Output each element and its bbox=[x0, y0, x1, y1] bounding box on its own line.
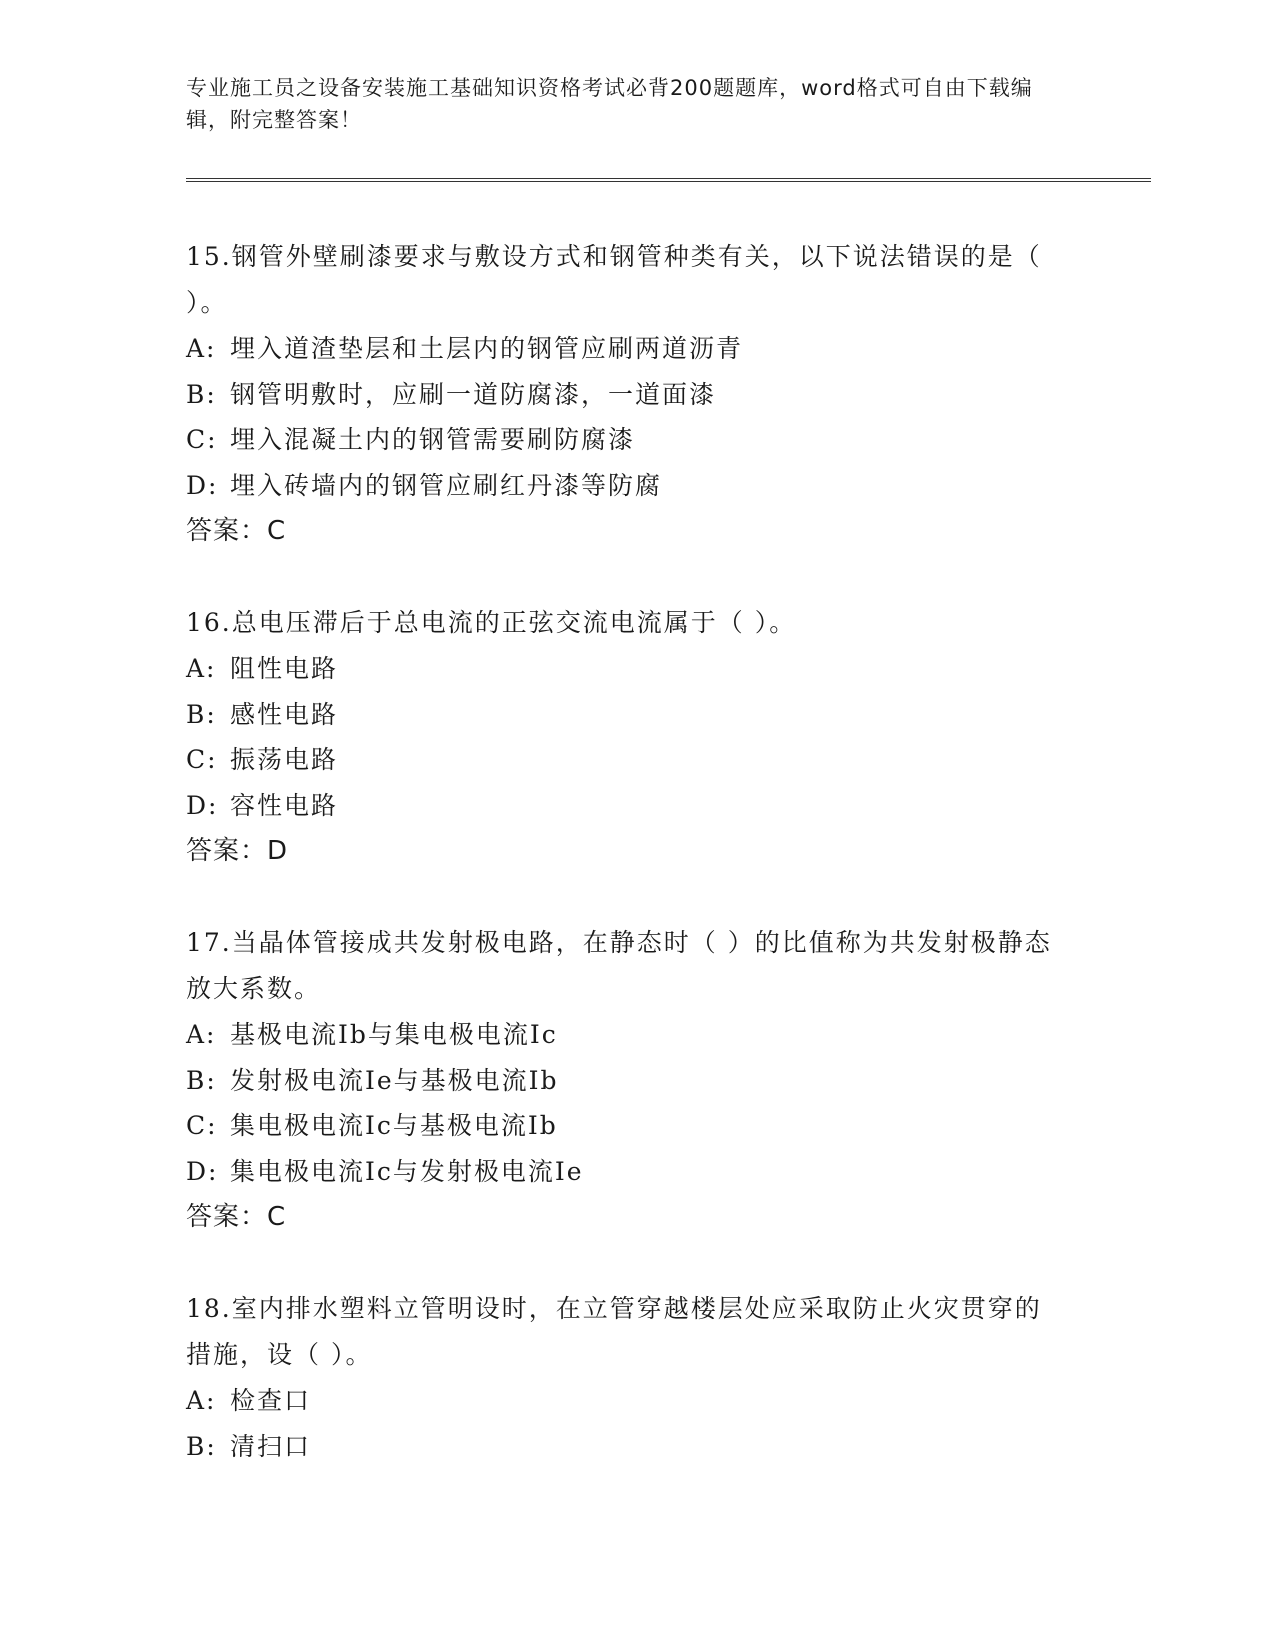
option-text: 阻性电路 bbox=[230, 654, 339, 683]
option-text: 清扫口 bbox=[230, 1431, 312, 1461]
option-b bbox=[186, 692, 1066, 738]
option-b bbox=[186, 1058, 1066, 1104]
option-letter: B: bbox=[186, 1065, 217, 1095]
option-c bbox=[186, 417, 1066, 463]
question-text: 15.钢管外壁刷漆要求与敷设方式和钢管种类有关，以下说法错误的是（ ）。 bbox=[186, 242, 1042, 317]
answer-label: 答案：C bbox=[186, 516, 287, 546]
question-16 bbox=[186, 600, 1066, 874]
option-a bbox=[186, 1378, 1066, 1424]
option-text: 检查口 bbox=[230, 1386, 312, 1415]
question-text: 17.当晶体管接成共发射极电路，在静态时（ ）的比值称为共发射极静态放大系数。 bbox=[186, 928, 1052, 1003]
option-letter: A: bbox=[186, 654, 217, 683]
option-letter: C: bbox=[186, 745, 218, 774]
option-letter: A: bbox=[186, 1020, 217, 1049]
option-b bbox=[186, 1424, 1066, 1470]
header-divider bbox=[186, 178, 1151, 182]
option-letter: D: bbox=[186, 790, 219, 820]
option-text: 集电极电流Ic与基极电流Ib bbox=[230, 1111, 558, 1140]
option-text: 感性电路 bbox=[230, 699, 339, 729]
question-18 bbox=[186, 1286, 1066, 1469]
option-text: 钢管明敷时，应刷一道防腐漆，一道面漆 bbox=[230, 379, 717, 409]
option-a bbox=[186, 326, 1066, 372]
option-text: 埋入混凝土内的钢管需要刷防腐漆 bbox=[230, 425, 636, 454]
option-c bbox=[186, 737, 1066, 783]
option-a bbox=[186, 1012, 1066, 1058]
option-letter: C: bbox=[186, 1111, 218, 1140]
answer-label: 答案：D bbox=[186, 836, 289, 866]
question-15 bbox=[186, 234, 1066, 554]
option-letter: B: bbox=[186, 699, 217, 729]
option-a bbox=[186, 646, 1066, 692]
answer-label: 答案：C bbox=[186, 1202, 287, 1232]
option-letter: D: bbox=[186, 470, 219, 500]
option-text: 容性电路 bbox=[230, 790, 339, 820]
document-header: 专业施工员之设备安装施工基础知识资格考试必背200题题库，word格式可自由下载编辑，附完整答案！ bbox=[186, 76, 1033, 132]
option-text: 埋入砖墙内的钢管应刷红丹漆等防腐 bbox=[230, 470, 663, 500]
option-d bbox=[186, 783, 1066, 829]
option-letter: B: bbox=[186, 379, 217, 409]
option-text: 振荡电路 bbox=[230, 745, 339, 774]
question-list bbox=[186, 234, 1066, 1515]
option-text: 基极电流Ib与集电极电流Ic bbox=[230, 1020, 558, 1049]
question-text: 16.总电压滞后于总电流的正弦交流电流属于（ ）。 bbox=[186, 608, 797, 637]
option-text: 发射极电流Ie与基极电流Ib bbox=[230, 1065, 559, 1095]
option-d bbox=[186, 1149, 1066, 1195]
option-letter: A: bbox=[186, 1386, 217, 1415]
option-letter: D: bbox=[186, 1156, 219, 1186]
option-text: 集电极电流Ic与发射极电流Ie bbox=[230, 1156, 584, 1186]
option-b bbox=[186, 372, 1066, 418]
question-17 bbox=[186, 920, 1066, 1240]
option-c bbox=[186, 1103, 1066, 1149]
option-letter: A: bbox=[186, 334, 217, 363]
question-text: 18.室内排水塑料立管明设时，在立管穿越楼层处应采取防止火灾贯穿的措施，设（ ）。 bbox=[186, 1294, 1042, 1369]
option-d bbox=[186, 463, 1066, 509]
option-text: 埋入道渣垫层和土层内的钢管应刷两道沥青 bbox=[230, 334, 744, 363]
option-letter: C: bbox=[186, 425, 218, 454]
option-letter: B: bbox=[186, 1431, 217, 1461]
